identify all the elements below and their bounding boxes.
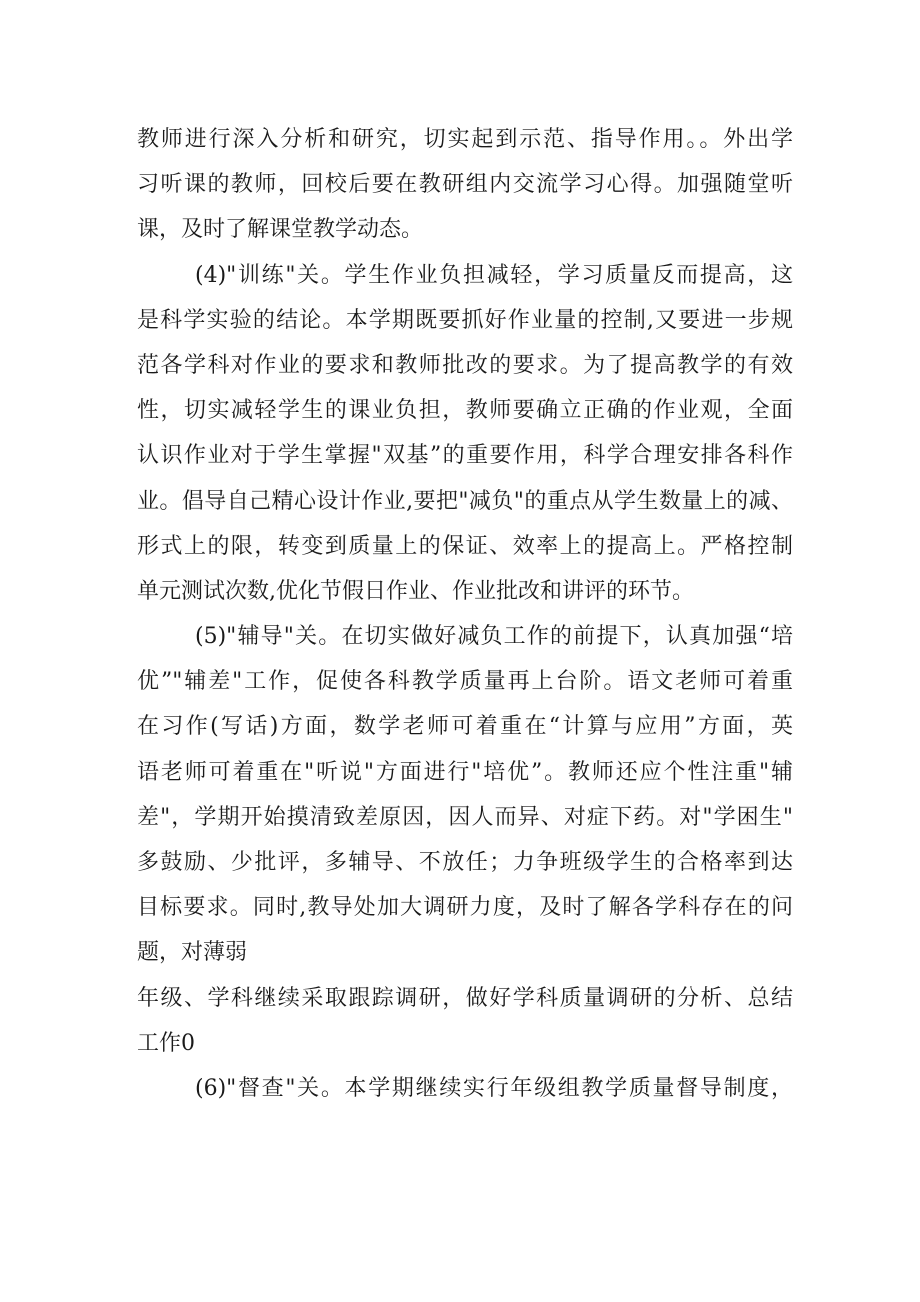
- text-line: 认识作业对于学生掌握"双基”的重要作用，科学合理安排各科作: [137, 443, 793, 469]
- text-line: 多鼓励、少批评，多辅导、不放任；力争班级学生的合格率到达: [137, 850, 793, 875]
- text-line: (5)"辅导"关。在切实做好减负工作的前提下，认真加强“培: [195, 624, 793, 650]
- text-line: 差"，学期开始摸清致差原因，因人而异、对症下药。对"学困生": [137, 804, 793, 830]
- text-line: 语老师可着重在"听说"方面进行"培优”。教师还应个性注重"辅: [137, 759, 793, 785]
- text-line: 优”"辅差"工作，促使各科教学质量再上台阶。语文老师可着重: [137, 669, 793, 695]
- text-line: 性，切实减轻学生的课业负担，教师要确立正确的作业观，全面: [137, 398, 793, 424]
- text-line: 习听课的教师，回校后要在教研组内交流学习心得。加强随堂听: [137, 172, 793, 198]
- text-line: 范各学科对作业的要求和教师批改的要求。为了提高教学的有效: [137, 352, 793, 378]
- text-line: 课，及时了解课堂教学动态。: [137, 217, 424, 243]
- text-line: 是科学实验的结论。本学期既要抓好作业量的控制,又要进一步规: [137, 307, 793, 333]
- document-body: [137, 117, 793, 1111]
- text-line: 教师进行深入分析和研究，切实起到示范、指导作用。。外出学: [137, 127, 793, 152]
- text-line: 目标要求。同时,教导处加大调研力度，及时了解各学科存在的问: [137, 895, 793, 921]
- text-line: 业。倡导自己精心设计作业,要把"减负"的重点从学生数量上的减、: [137, 488, 793, 514]
- text-line: 在习作(写话)方面，数学老师可着重在“计算与应用”方面，英: [137, 714, 793, 740]
- text-line: 形式上的限，转变到质量上的保证、效率上的提高上。严格控制: [137, 533, 793, 559]
- text-line: (4)"训练"关。学生作业负担减轻，学习质量反而提高，这: [195, 262, 793, 288]
- text-line: (6)"督查"关。本学期继续实行年级组教学质量督导制度，: [195, 1075, 793, 1101]
- text-line: 工作0: [137, 1030, 195, 1056]
- text-line: 单元测试次数,优化节假日作业、作业批改和讲评的环节。: [137, 578, 694, 604]
- text-line: 题，对薄弱: [137, 940, 248, 966]
- text-line: 年级、学科继续采取跟踪调研，做好学科质量调研的分析、总结: [137, 985, 793, 1011]
